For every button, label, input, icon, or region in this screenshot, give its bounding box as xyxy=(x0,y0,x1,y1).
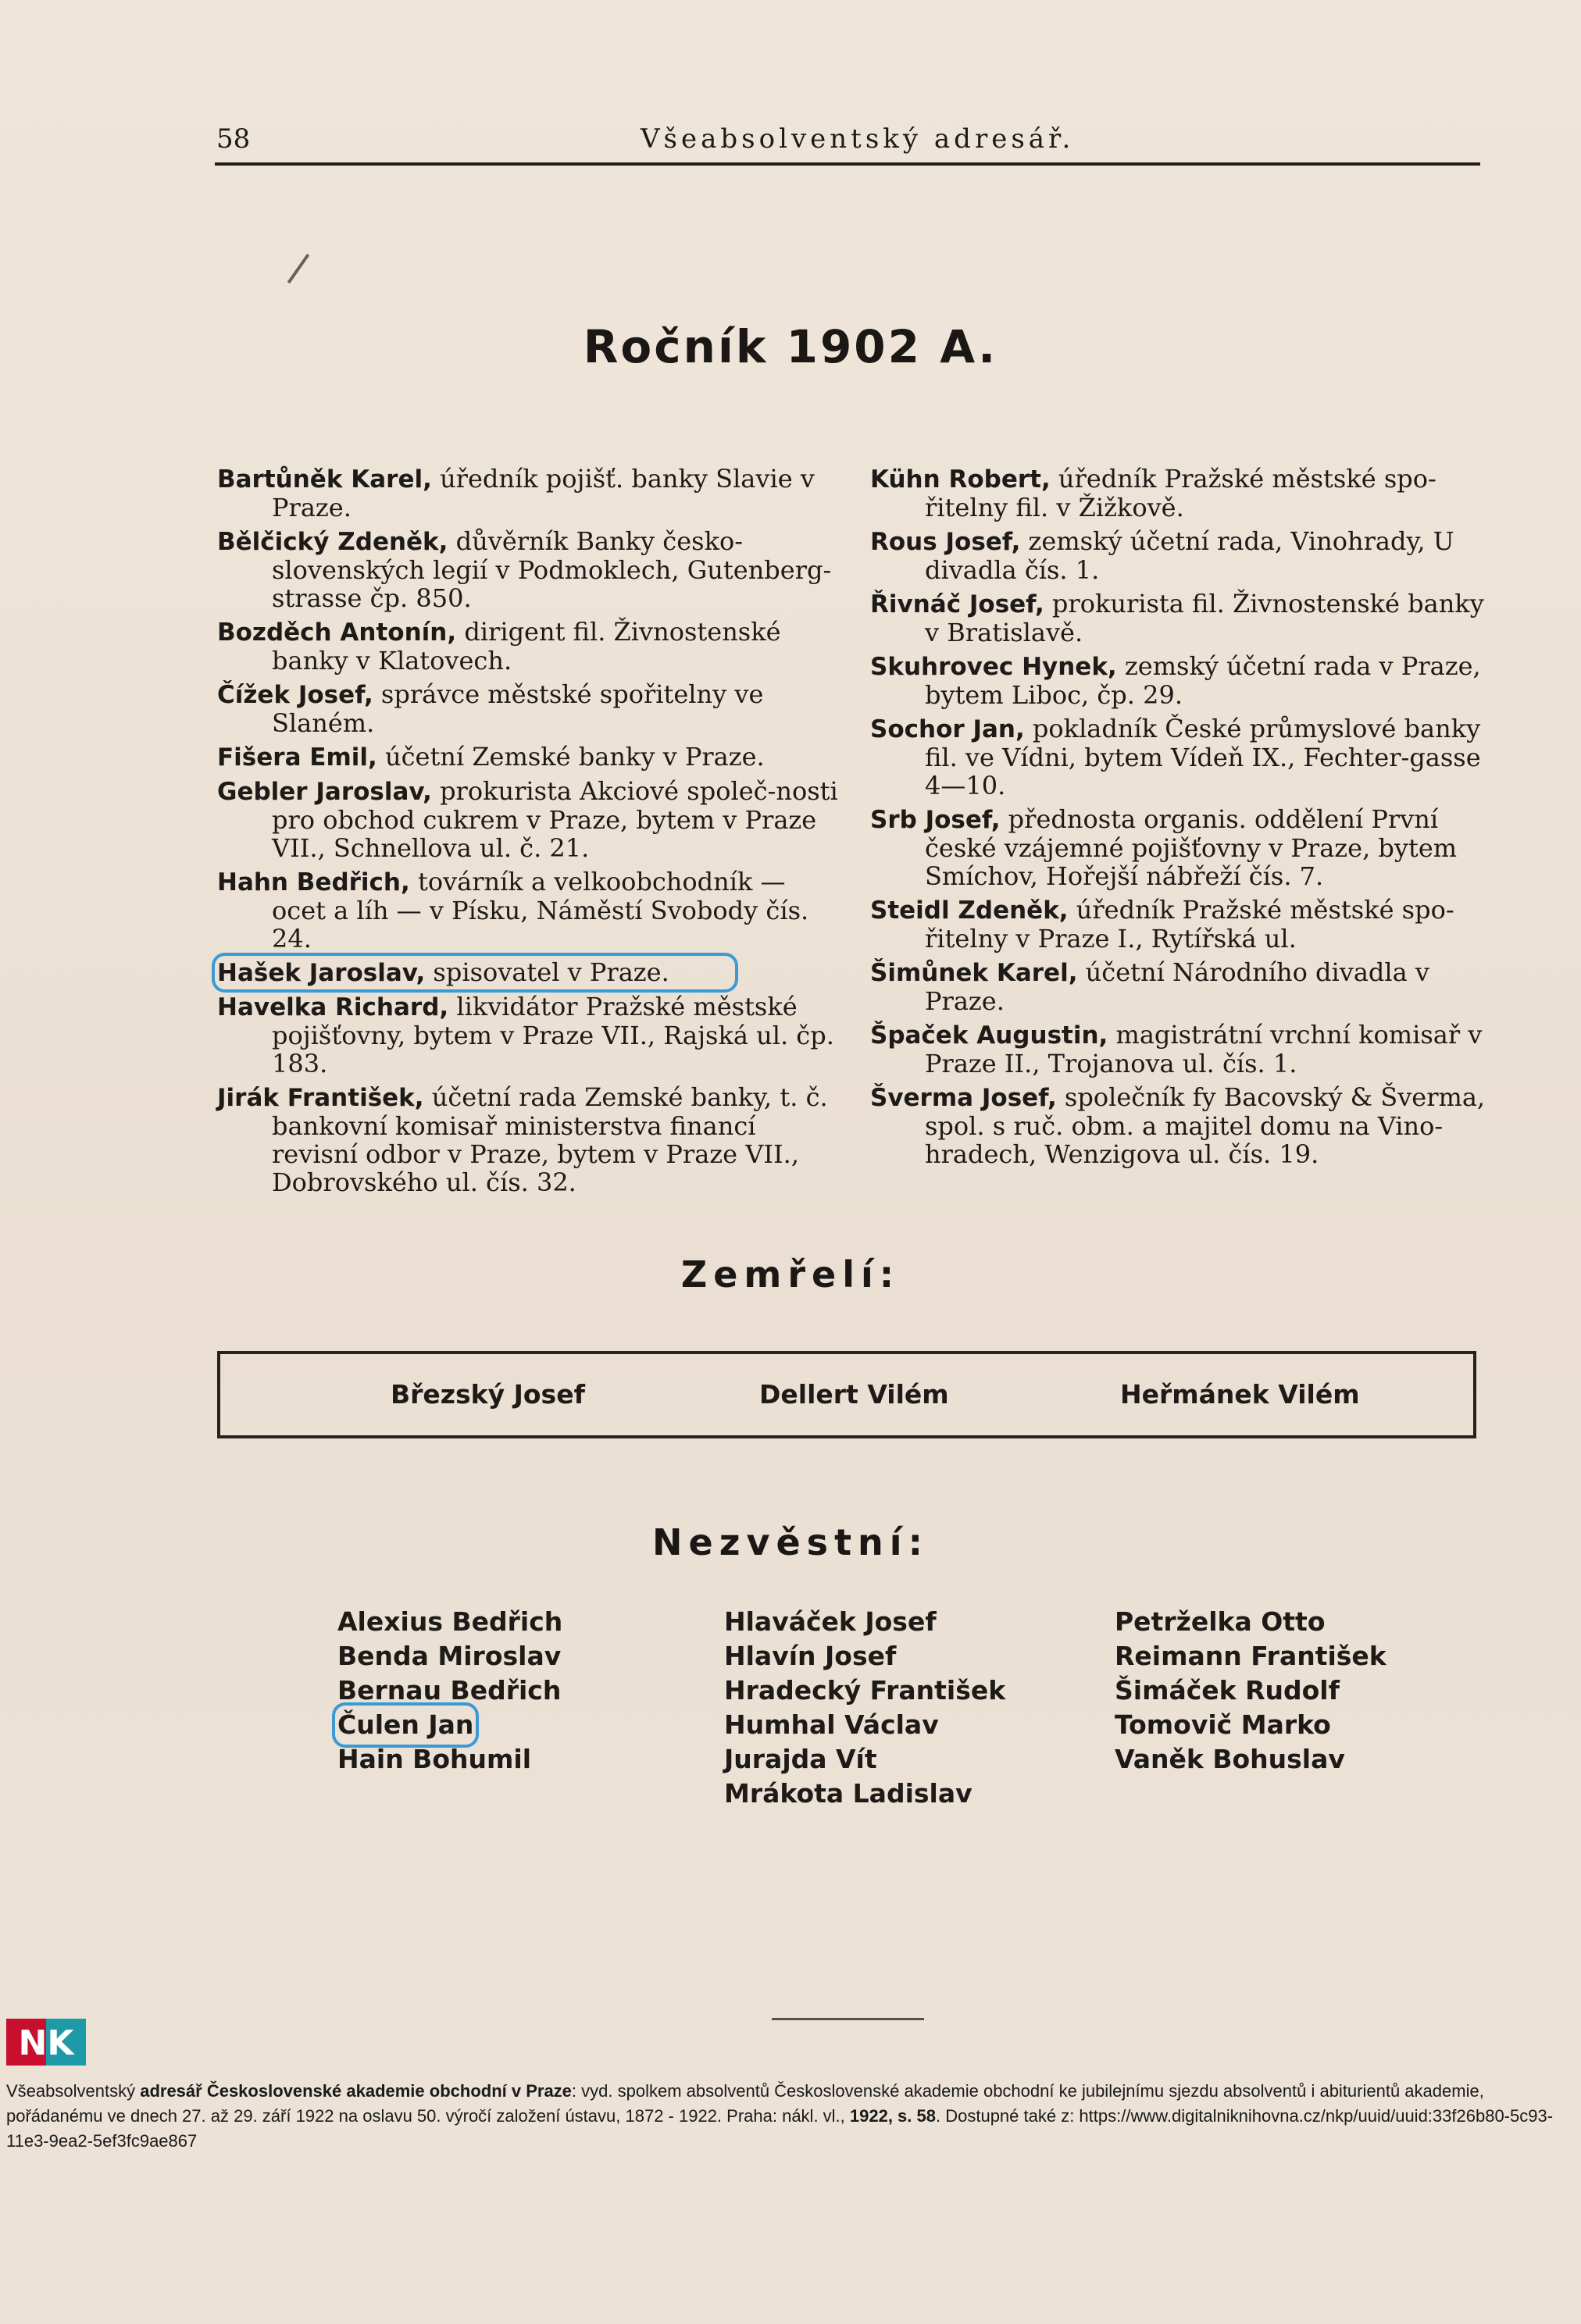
entry-text: účetní rada Zemské banky, t. č. bankovní komisař ministerstva financí revisní odbor v Praze, bytem v Praze VII., Dobrovského ul. čís. 32. xyxy=(272,1082,828,1197)
entry-name: Skuhrovec Hynek, xyxy=(870,653,1117,681)
entry-name: Rous Josef, xyxy=(870,528,1021,556)
entry-name: Srb Josef, xyxy=(870,806,1001,834)
missing-name: Petrželka Otto xyxy=(1115,1606,1326,1637)
missing-name-wrapper xyxy=(337,1708,712,1742)
entry xyxy=(217,465,842,522)
missing-name: Šimáček Rudolf xyxy=(1115,1675,1340,1706)
missing-name: Jurajda Vít xyxy=(724,1744,877,1774)
end-rule xyxy=(772,2018,924,2020)
entry xyxy=(870,958,1495,1015)
entry xyxy=(870,590,1495,647)
page-number: 58 xyxy=(216,123,251,155)
running-title: Všeabsolventský adresář. xyxy=(641,123,1075,155)
entry-name: Bartůněk Karel, xyxy=(217,465,432,494)
header-rule xyxy=(215,162,1480,166)
highlighted-name-culen: Čulen Jan xyxy=(337,1708,473,1742)
citation-year-page: 1922, s. 58 xyxy=(849,2106,936,2126)
entry-name: Steidl Zdeněk, xyxy=(870,896,1069,925)
citation-part: : vyd. spolkem absolventů Československé akademie obchodní ke jubilejnímu sjezdu absolventů i abiturientů akademie, pořádanému ve dnech 27. až 29. září 1922 na oslavu 50. výročí založení ústavu, 1872 - 1922. Praha: nákl. vl., xyxy=(6,2081,1484,2126)
highlighted-entry-hasek xyxy=(217,958,733,987)
missing-column-1 xyxy=(337,1605,712,1777)
entry-text: úředník Pražské městské spo-řitelny fil. v Žižkově. xyxy=(925,464,1436,522)
entry xyxy=(217,1083,842,1196)
entry xyxy=(217,527,842,612)
missing-name: Humhal Václav xyxy=(724,1709,939,1740)
running-head xyxy=(215,117,1480,164)
entry-name: Šverma Josef, xyxy=(870,1084,1057,1112)
entry-text: pokladník České průmyslové banky fil. ve Vídni, bytem Vídeň IX., Fechter-gasse 4—10. xyxy=(925,714,1481,800)
entry-text: důvěrník Banky česko-slovenských legií v Podmoklech, Gutenberg-strasse čp. 850. xyxy=(272,526,832,613)
missing-column-3 xyxy=(1115,1605,1490,1777)
entry xyxy=(217,868,842,953)
entry xyxy=(217,993,842,1078)
entry-text: továrník a velkoobchodník — ocet a líh — v Písku, Náměstí Svobody čís. 24. xyxy=(272,867,809,953)
entry xyxy=(870,805,1495,890)
entry xyxy=(870,1021,1495,1078)
entry xyxy=(870,1083,1495,1168)
entry-text: úředník pojišť. banky Slavie v Praze. xyxy=(272,464,815,522)
missing-name: Mrákota Ladislav xyxy=(724,1778,973,1809)
entry-name: Havelka Richard, xyxy=(217,993,449,1021)
entry-name: Sochor Jan, xyxy=(870,715,1025,743)
entry-text: zemský účetní rada, Vinohrady, U divadla čís. 1. xyxy=(925,526,1454,585)
entry-name: Kühn Robert, xyxy=(870,465,1051,494)
missing-title: Nezvěstní: xyxy=(652,1521,929,1563)
entry-text: likvidátor Pražské městské pojišťovny, bytem v Praze VII., Rajská ul. čp. 183. xyxy=(272,992,834,1078)
entry-text: společník fy Bacovský & Šverma, spol. s ruč. obm. a majitel domu na Vino-hradech, Wenzigova ul. čís. 19. xyxy=(925,1082,1486,1169)
entry-text: úředník Pražské městské spo-řitelny v Praze I., Rytířská ul. xyxy=(925,895,1454,953)
section-title: Ročník 1902 A. xyxy=(583,320,998,373)
entries-right-column xyxy=(870,465,1495,1174)
entry-name: Řivnáč Josef, xyxy=(870,590,1044,618)
deceased-name: Heřmánek Vilém xyxy=(1120,1379,1360,1410)
citation-title: adresář Československé akademie obchodní v Praze xyxy=(140,2081,572,2101)
entry-name: Špaček Augustin, xyxy=(870,1021,1108,1050)
entry xyxy=(217,777,842,862)
deceased-name: Březský Josef xyxy=(391,1379,585,1410)
missing-name: Tomovič Marko xyxy=(1115,1709,1331,1740)
entry xyxy=(870,527,1495,584)
missing-name: Hradecký František xyxy=(724,1675,1006,1706)
entry-name: Bělčický Zdeněk, xyxy=(217,528,448,556)
entry-name: Fišera Emil, xyxy=(217,743,377,772)
entry xyxy=(870,465,1495,522)
entry-name: Čížek Josef, xyxy=(217,681,373,709)
logo-letters: NK xyxy=(18,2023,74,2063)
missing-name: Benda Miroslav xyxy=(337,1641,562,1671)
entry xyxy=(217,618,842,675)
entry-text: prokurista Akciové společ-nosti pro obchod cukrem v Praze, bytem v Praze VII., Schnellova ul. č. 21. xyxy=(272,776,838,863)
entry-text: správce městské spořitelny ve Slaném. xyxy=(272,679,764,738)
citation-part: Všeabsolventský xyxy=(6,2081,141,2101)
missing-name: Bernau Bedřich xyxy=(337,1675,562,1706)
missing-name: Reimann František xyxy=(1115,1641,1386,1671)
entry-text: zemský účetní rada v Praze, bytem Liboc, čp. 29. xyxy=(925,651,1481,710)
missing-name: Alexius Bedřich xyxy=(337,1606,563,1637)
missing-name: Hain Bohumil xyxy=(337,1744,531,1774)
missing-name: Hlavín Josef xyxy=(724,1641,897,1671)
entry xyxy=(870,896,1495,953)
missing-name: Hlaváček Josef xyxy=(724,1606,937,1637)
deceased-box xyxy=(217,1351,1476,1438)
entry xyxy=(870,715,1495,800)
entry xyxy=(870,652,1495,709)
missing-name: Vaněk Bohuslav xyxy=(1115,1744,1345,1774)
deceased-title: Zemřelí: xyxy=(680,1253,901,1296)
entry-name: Bozděch Antonín, xyxy=(217,618,457,647)
entry-text: účetní Národního divadla v Praze. xyxy=(925,957,1429,1016)
entry-name: Gebler Jaroslav, xyxy=(217,778,432,806)
entry xyxy=(217,743,842,772)
entry-text: spisovatel v Praze. xyxy=(433,957,669,987)
entry-name: Hahn Bedřich, xyxy=(217,868,410,896)
entry-text: dirigent fil. Živnostenské banky v Klatovech. xyxy=(272,617,781,675)
entry-name: Šimůnek Karel, xyxy=(870,959,1078,987)
entry-text: magistrátní vrchní komisař v Praze II., Trojanova ul. čís. 1. xyxy=(925,1020,1483,1078)
nk-library-logo xyxy=(6,2019,86,2066)
missing-column-2 xyxy=(724,1605,1099,1811)
citation-link[interactable]: . Dostupné také z: https://www.digitalniknihovna.cz/nkp/uuid/uuid:33f26b80-5c93-11e3-9ea2-5ef3fc9ae867 xyxy=(6,2106,1554,2151)
deceased-name: Dellert Vilém xyxy=(759,1379,949,1410)
entries-left-column xyxy=(217,465,842,1202)
citation xyxy=(6,2079,1561,2154)
entry-name: Hašek Jaroslav, xyxy=(217,959,426,987)
entry xyxy=(217,680,842,737)
entry-text: prokurista fil. Živnostenské banky v Bratislavě. xyxy=(925,589,1484,647)
entry-text: účetní Zemské banky v Praze. xyxy=(384,742,765,772)
entry-name: Jirák František, xyxy=(217,1084,424,1112)
entry-text: přednosta organis. oddělení První české vzájemné pojišťovny v Praze, bytem Smíchov, Hořejší nábřeží čís. 7. xyxy=(925,804,1458,891)
